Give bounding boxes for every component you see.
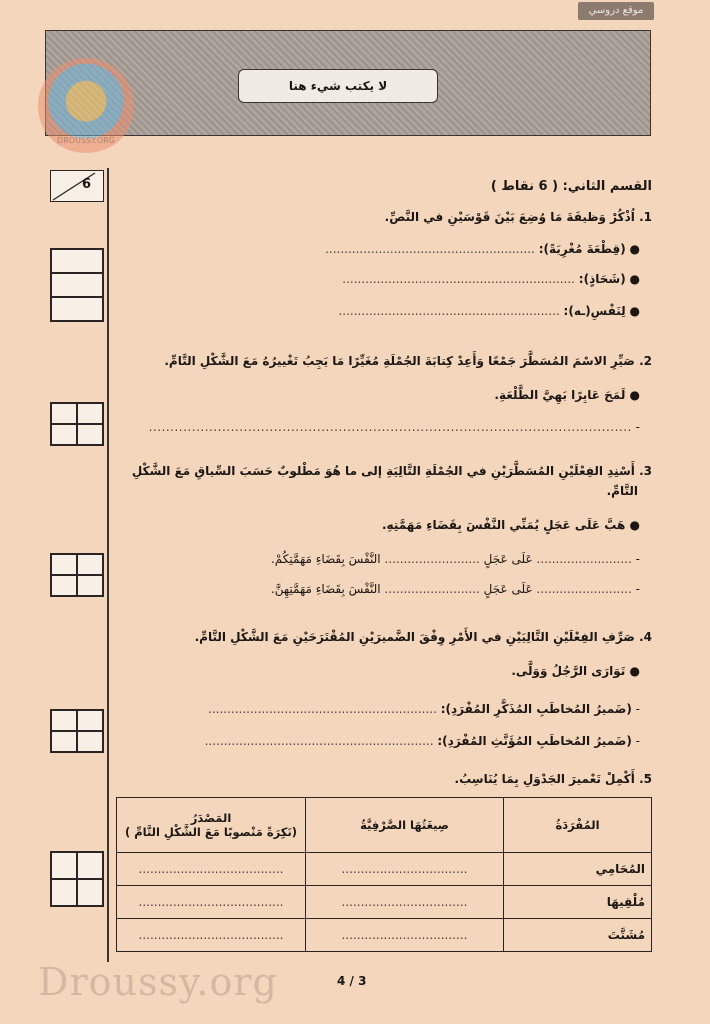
score-slash-icon bbox=[51, 171, 103, 201]
q5-prompt bbox=[455, 770, 652, 788]
answer-line: ....................................................... bbox=[325, 242, 535, 256]
table-word: المُحَامِي bbox=[504, 853, 652, 886]
q5-mark-grid bbox=[50, 851, 104, 907]
bullet-icon: ● bbox=[629, 518, 640, 532]
table-row bbox=[117, 919, 652, 952]
answer-blank: ......................... bbox=[536, 552, 632, 566]
dash-icon: - bbox=[635, 702, 640, 716]
mark-cell bbox=[51, 731, 77, 752]
table-form-blank[interactable]: ................................. bbox=[306, 919, 504, 952]
site-badge: موقع دروسي bbox=[578, 2, 654, 20]
q2-prompt bbox=[164, 352, 652, 370]
col-header-form: صِيغَتُهَا الصَّرْفِيَّةُ bbox=[306, 798, 504, 853]
dash-icon: - bbox=[635, 734, 640, 748]
mark-cell bbox=[51, 554, 77, 575]
mark-cell bbox=[77, 731, 103, 752]
section-score: 6 bbox=[82, 177, 92, 192]
mark-cell bbox=[51, 249, 103, 273]
q4-item[interactable] bbox=[208, 700, 640, 718]
q2-sentence-text: لَمَحَ عَابِرًا بَهِيَّ الطَّلْعَةِ. bbox=[494, 388, 626, 402]
answer-line: ............................................................ bbox=[204, 734, 434, 748]
logo-caption: DROUSSY.ORG bbox=[57, 136, 115, 145]
col-header-word: المُفْرَدَةُ bbox=[504, 798, 652, 853]
table-header-row bbox=[117, 798, 652, 853]
q3-mark-grid bbox=[50, 553, 104, 597]
q1-text: اُذْكُرْ وَظيفَةَ مَا وُضِعَ بَيْنَ قَوْسَيْنِ في النَّصِّ. bbox=[384, 210, 635, 224]
q2-sentence bbox=[494, 386, 640, 404]
bullet-icon: ● bbox=[629, 242, 640, 256]
q4-text: صَرِّفِ الفِعْلَيْنِ التَّالِيَيْنِ في الأَمْرِ وِفْقَ الضَّميرَيْنِ المُقْتَرَحَيْنِ مَعَ الشَّكْلِ التَّامِّ. bbox=[194, 630, 635, 644]
mark-cell bbox=[51, 575, 77, 596]
mark-cell bbox=[77, 852, 103, 879]
q4-mark-grid bbox=[50, 709, 104, 753]
q3-fixed-text: عَلَى عَجَلٍ bbox=[483, 552, 533, 566]
dash-icon: - bbox=[635, 420, 640, 434]
margin-divider bbox=[107, 168, 109, 962]
answer-line: .......................................................... bbox=[338, 304, 560, 318]
table-source-blank[interactable]: ...................................... bbox=[117, 919, 306, 952]
q3-prompt bbox=[132, 462, 652, 480]
section-title: القسم الثاني: ( 6 نقاط ) bbox=[490, 179, 652, 194]
mark-cell bbox=[77, 554, 103, 575]
bullet-icon: ● bbox=[629, 272, 640, 286]
q1-mark-grid bbox=[50, 248, 104, 322]
q1-prompt bbox=[385, 208, 652, 226]
section-score-box bbox=[50, 170, 104, 202]
q1-item-label: (شَحَاذٍ): bbox=[578, 272, 626, 286]
table-source-blank[interactable]: ...................................... bbox=[117, 853, 306, 886]
answer-line: ................................................................................................................ bbox=[148, 420, 632, 434]
dash-icon: - bbox=[635, 582, 640, 596]
q1-number: 1. bbox=[639, 210, 652, 224]
bullet-icon: ● bbox=[629, 388, 640, 402]
mark-cell bbox=[51, 710, 77, 731]
col-header-source bbox=[117, 798, 306, 853]
q3-fixed-text: عَلَى عَجَلٍ bbox=[483, 582, 533, 596]
table-row bbox=[117, 886, 652, 919]
q2-answer[interactable] bbox=[149, 418, 640, 436]
q1-item[interactable] bbox=[338, 302, 640, 320]
answer-line: ............................................................. bbox=[342, 272, 575, 286]
q3-text-cont: التَّامِّ. bbox=[606, 484, 638, 498]
mark-cell bbox=[51, 852, 77, 879]
mark-cell bbox=[51, 403, 77, 424]
bullet-icon: ● bbox=[629, 304, 640, 318]
answer-line: ............................................................ bbox=[208, 702, 437, 716]
dash-icon: - bbox=[635, 552, 640, 566]
q3-sentence bbox=[382, 516, 640, 534]
mark-cell bbox=[51, 424, 77, 445]
q1-item[interactable] bbox=[342, 270, 640, 288]
col-header-source-note: (نَكِرَةً مَنْصوبًا مَعَ الشَّكْلِ التَّامِّ ) bbox=[124, 825, 298, 839]
mark-cell bbox=[77, 424, 103, 445]
q1-item[interactable] bbox=[325, 240, 640, 258]
mark-cell bbox=[51, 297, 103, 321]
q3-number: 3. bbox=[639, 464, 652, 478]
q4-item-label: (ضَميرُ المُخاطَبِ المُذَكَّرِ المُفْرَدِ): bbox=[440, 702, 632, 716]
q2-mark-grid bbox=[50, 402, 104, 446]
table-form-blank[interactable]: ................................. bbox=[306, 886, 504, 919]
q1-item-label: (قِطْعَةَ مُغْرِيَةً): bbox=[538, 242, 626, 256]
q3-fixed-text: النَّفْسَ بِقَضَاءِ مَهَمَّتِكُمْ. bbox=[270, 552, 381, 566]
no-write-label: لا يكتب شيء هنا bbox=[238, 69, 438, 103]
q3-answer-line[interactable] bbox=[271, 580, 640, 598]
q4-number: 4. bbox=[639, 630, 652, 644]
q3-fixed-text: النَّفْسَ بِقَضَاءِ مَهَمَّتِهِنَّ. bbox=[270, 582, 381, 596]
q5-text: أَكْمِلْ تَعْميرَ الجَدْوَلِ بِمَا يُنَاسِبُ. bbox=[454, 772, 635, 786]
q1-item-label: لِنَفْسِ(ـه): bbox=[563, 304, 626, 318]
table-word: مُلْقِيهَا bbox=[504, 886, 652, 919]
bullet-icon: ● bbox=[629, 664, 640, 678]
watermark: Droussy.org bbox=[38, 960, 278, 1004]
table-row bbox=[117, 853, 652, 886]
answer-blank: ......................... bbox=[384, 582, 480, 596]
q4-sentence-text: تَوَارَى الرَّجُلُ وَوَلَّى. bbox=[511, 664, 626, 678]
mark-cell bbox=[51, 273, 103, 297]
q4-item-label: (ضَميرُ المُخاطَبِ المُؤَنَّثِ المُفْرَدِ): bbox=[437, 734, 632, 748]
q4-prompt bbox=[195, 628, 652, 646]
table-form-blank[interactable]: ................................. bbox=[306, 853, 504, 886]
q5-number: 5. bbox=[639, 772, 652, 786]
q4-sentence bbox=[511, 662, 640, 680]
mark-cell bbox=[51, 879, 77, 906]
mark-cell bbox=[77, 710, 103, 731]
q3-sentence-text: هَبَّ عَلَى عَجَلٍ يُمَنِّي النَّفْسَ بِقَضَاءِ مَهَمَّتِهِ. bbox=[382, 518, 626, 532]
mark-cell bbox=[77, 403, 103, 424]
mark-cell bbox=[77, 575, 103, 596]
page-number: 4 / 3 bbox=[337, 974, 367, 988]
q4-item[interactable] bbox=[205, 732, 640, 750]
q3-text: أَسْنِدِ الفِعْلَيْنِ المُسَطَّرَيْنِ في الجُمْلَةِ التَّالِيَةِ إلى ما هُوَ مَطْلوبٌ حَسَبَ السِّياقِ مَعَ الشَّكْلِ bbox=[131, 464, 635, 478]
col-header-source-title: المَصْدَرُ bbox=[190, 811, 232, 825]
table-source-blank[interactable]: ...................................... bbox=[117, 886, 306, 919]
q2-number: 2. bbox=[639, 354, 652, 368]
table-word: مُشَتَّتَ bbox=[504, 919, 652, 952]
answer-blank: ......................... bbox=[384, 552, 480, 566]
q2-text: صَيِّرِ الاسْمَ المُسَطَّرَ جَمْعًا وَأَعِدْ كِتابَةَ الجُمْلَةِ مُغَيِّرًا مَا يَجِبُ تَغْييرُهُ مَعَ الشَّكْلِ التَّامِّ. bbox=[164, 354, 635, 368]
q3-answer-line[interactable] bbox=[271, 550, 640, 568]
q5-table bbox=[116, 797, 652, 952]
mark-cell bbox=[77, 879, 103, 906]
answer-blank: ......................... bbox=[536, 582, 632, 596]
